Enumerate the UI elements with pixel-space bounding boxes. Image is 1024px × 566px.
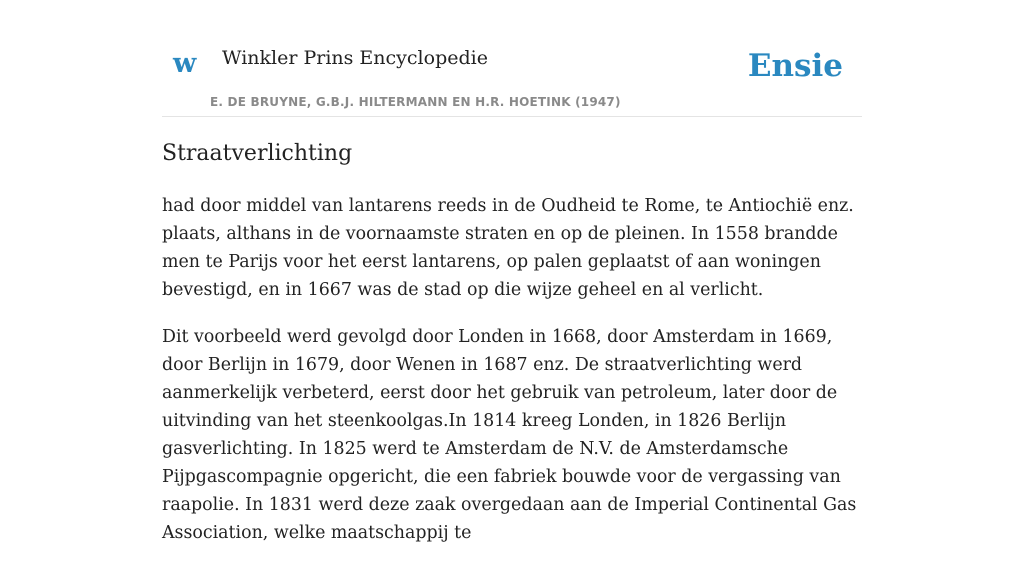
source-logo-icon[interactable]: w [173, 48, 197, 79]
header [162, 0, 862, 117]
article-body [162, 192, 864, 566]
brand-logo[interactable]: Ensie [747, 48, 843, 84]
source-authors: E. DE BRUYNE, G.B.J. HILTERMANN EN H.R. HOETINK (1947) [210, 95, 621, 109]
source-title[interactable]: Winkler Prins Encyclopedie [222, 47, 488, 69]
paragraph: Dit voorbeeld werd gevolgd door Londen in 1668, door Amsterdam in 1669, door Berlijn in 1679, door Wenen in 1687 enz. De straatverlichting werd aanmerkelijk verbeterd, eerst door het gebruik van petroleum, later door de uitvinding van het steenkoolgas.In 1814 kreeg Londen, in 1826 Berlijn gasverlichting. In 1825 werd te Amsterdam de N.V. de Amsterdamsche Pijpgascompagnie opgericht, die een fabriek bouwde voor de vergassing van raapolie. In 1831 werd deze zaak overgedaan aan de Imperial Continental Gas Association, welke maatschappij te [162, 327, 857, 543]
article-title: Straatverlichting [162, 141, 353, 166]
paragraph: had door middel van lantarens reeds in de Oudheid te Rome, te Antiochië enz. plaats, althans in de voornaamste straten en op de pleinen. In 1558 brandde men te Parijs voor het eerst lantarens, op palen geplaatst of aan woningen bevestigd, en in 1667 was de stad op die wijze geheel en al verlicht. [162, 196, 854, 300]
